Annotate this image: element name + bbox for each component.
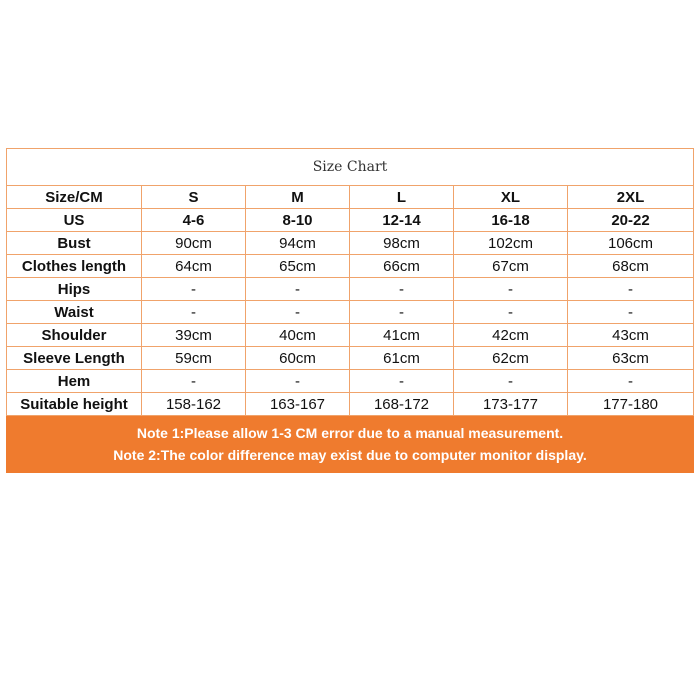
cell-suitable-height-s: 158-162 [142,393,246,416]
note-1: Note 1:Please allow 1-3 CM error due to a manual measurement. [136,425,564,441]
size-chart [6,148,693,473]
chart-title: Size Chart [7,149,694,186]
cell-hips-xl: - [454,278,568,301]
row-bust [7,232,694,255]
row-label-hips: Hips [7,278,142,301]
cell-waist-m: - [246,301,350,324]
cell-hips-l: - [350,278,454,301]
header-size-s: S [142,186,246,209]
cell-hem-m: - [246,370,350,393]
row-hem [7,370,694,393]
row-label-sleeve-length: Sleeve Length [7,347,142,370]
cell-hem-l: - [350,370,454,393]
cell-hips-s: - [142,278,246,301]
row-sleeve-length [7,347,694,370]
cell-hem-s: - [142,370,246,393]
cell-shoulder-xl: 42cm [454,324,568,347]
header-size-xl: XL [454,186,568,209]
row-label-suitable-height: Suitable height [7,393,142,416]
cell-hem-xl: - [454,370,568,393]
notes-banner [7,416,694,473]
row-suitable-height [7,393,694,416]
cell-suitable-height-2xl: 177-180 [568,393,694,416]
cell-shoulder-s: 39cm [142,324,246,347]
row-label-us: US [7,209,142,232]
cell-hem-2xl: - [568,370,694,393]
cell-clothes-length-xl: 67cm [454,255,568,278]
cell-shoulder-l: 41cm [350,324,454,347]
cell-sleeve-length-xl: 62cm [454,347,568,370]
cell-us-s: 4-6 [142,209,246,232]
row-label-bust: Bust [7,232,142,255]
row-label-shoulder: Shoulder [7,324,142,347]
size-table [6,148,694,473]
cell-clothes-length-l: 66cm [350,255,454,278]
cell-us-xl: 16-18 [454,209,568,232]
cell-waist-l: - [350,301,454,324]
cell-bust-xl: 102cm [454,232,568,255]
cell-shoulder-m: 40cm [246,324,350,347]
row-label-waist: Waist [7,301,142,324]
cell-bust-s: 90cm [142,232,246,255]
row-shoulder [7,324,694,347]
header-size-2xl: 2XL [568,186,694,209]
header-size-l: L [350,186,454,209]
cell-us-m: 8-10 [246,209,350,232]
cell-suitable-height-xl: 173-177 [454,393,568,416]
title-row [7,149,694,186]
cell-suitable-height-l: 168-172 [350,393,454,416]
cell-waist-xl: - [454,301,568,324]
cell-shoulder-2xl: 43cm [568,324,694,347]
cell-clothes-length-m: 65cm [246,255,350,278]
cell-sleeve-length-2xl: 63cm [568,347,694,370]
cell-hips-2xl: - [568,278,694,301]
cell-sleeve-length-s: 59cm [142,347,246,370]
header-size-cm: Size/CM [7,186,142,209]
cell-clothes-length-2xl: 68cm [568,255,694,278]
cell-sleeve-length-l: 61cm [350,347,454,370]
row-label-clothes-length: Clothes length [7,255,142,278]
cell-sleeve-length-m: 60cm [246,347,350,370]
cell-hips-m: - [246,278,350,301]
cell-bust-l: 98cm [350,232,454,255]
row-hips [7,278,694,301]
row-waist [7,301,694,324]
header-row [7,186,694,209]
cell-us-2xl: 20-22 [568,209,694,232]
note-2: Note 2:The color difference may exist due to computer monitor display. [113,447,587,463]
header-size-m: M [246,186,350,209]
row-label-hem: Hem [7,370,142,393]
cell-bust-m: 94cm [246,232,350,255]
cell-bust-2xl: 106cm [568,232,694,255]
notes-row [7,416,694,473]
cell-waist-2xl: - [568,301,694,324]
cell-waist-s: - [142,301,246,324]
cell-suitable-height-m: 163-167 [246,393,350,416]
row-us [7,209,694,232]
cell-us-l: 12-14 [350,209,454,232]
cell-clothes-length-s: 64cm [142,255,246,278]
row-clothes-length [7,255,694,278]
